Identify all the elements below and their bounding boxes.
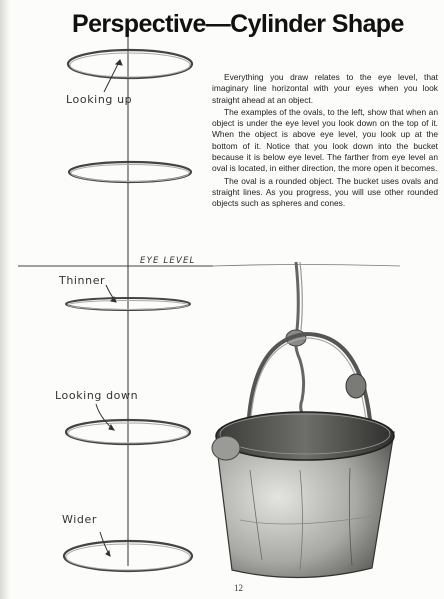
- eye-level-sketch-line: [213, 265, 400, 267]
- paragraph-ovals: The examples of the ovals, to the left, show that when an object is under the eye level you look down on the top of it. When the object is above eye level, you look up at the bottom of it. Notice that you look down into the bucket because it is below eye level. The farther from eye level an oval is located, in either direction, the more open it becomes.: [212, 106, 438, 174]
- page-number: 12: [234, 583, 243, 593]
- bucket-opening: [216, 412, 394, 460]
- bucket-drawing: [212, 262, 394, 578]
- label-looking-up: Looking up: [66, 93, 133, 106]
- label-looking-down: Looking down: [55, 389, 139, 402]
- pointer-arrows: [96, 60, 122, 556]
- page-title: Perspective—Cylinder Shape: [72, 10, 404, 38]
- handle-knot: [346, 374, 366, 398]
- paragraph-rounded-objects: The oval is a rounded object. The bucket uses ovals and straight lines. As you progress, you will use other rounded objects such as spheres and cones.: [212, 175, 438, 209]
- rope-bundle-left: [212, 436, 240, 460]
- eye-level-label: EYE LEVEL: [140, 256, 196, 266]
- oval-looking-up: [68, 50, 192, 78]
- label-wider: Wider: [62, 513, 97, 526]
- paragraph-eye-level: Everything you draw relates to the eye level, that imaginary line horizontal with your eyes when you look straight ahead at an object.: [212, 72, 438, 105]
- oval-above-eye-level: [69, 162, 191, 182]
- label-thinner: Thinner: [59, 274, 106, 287]
